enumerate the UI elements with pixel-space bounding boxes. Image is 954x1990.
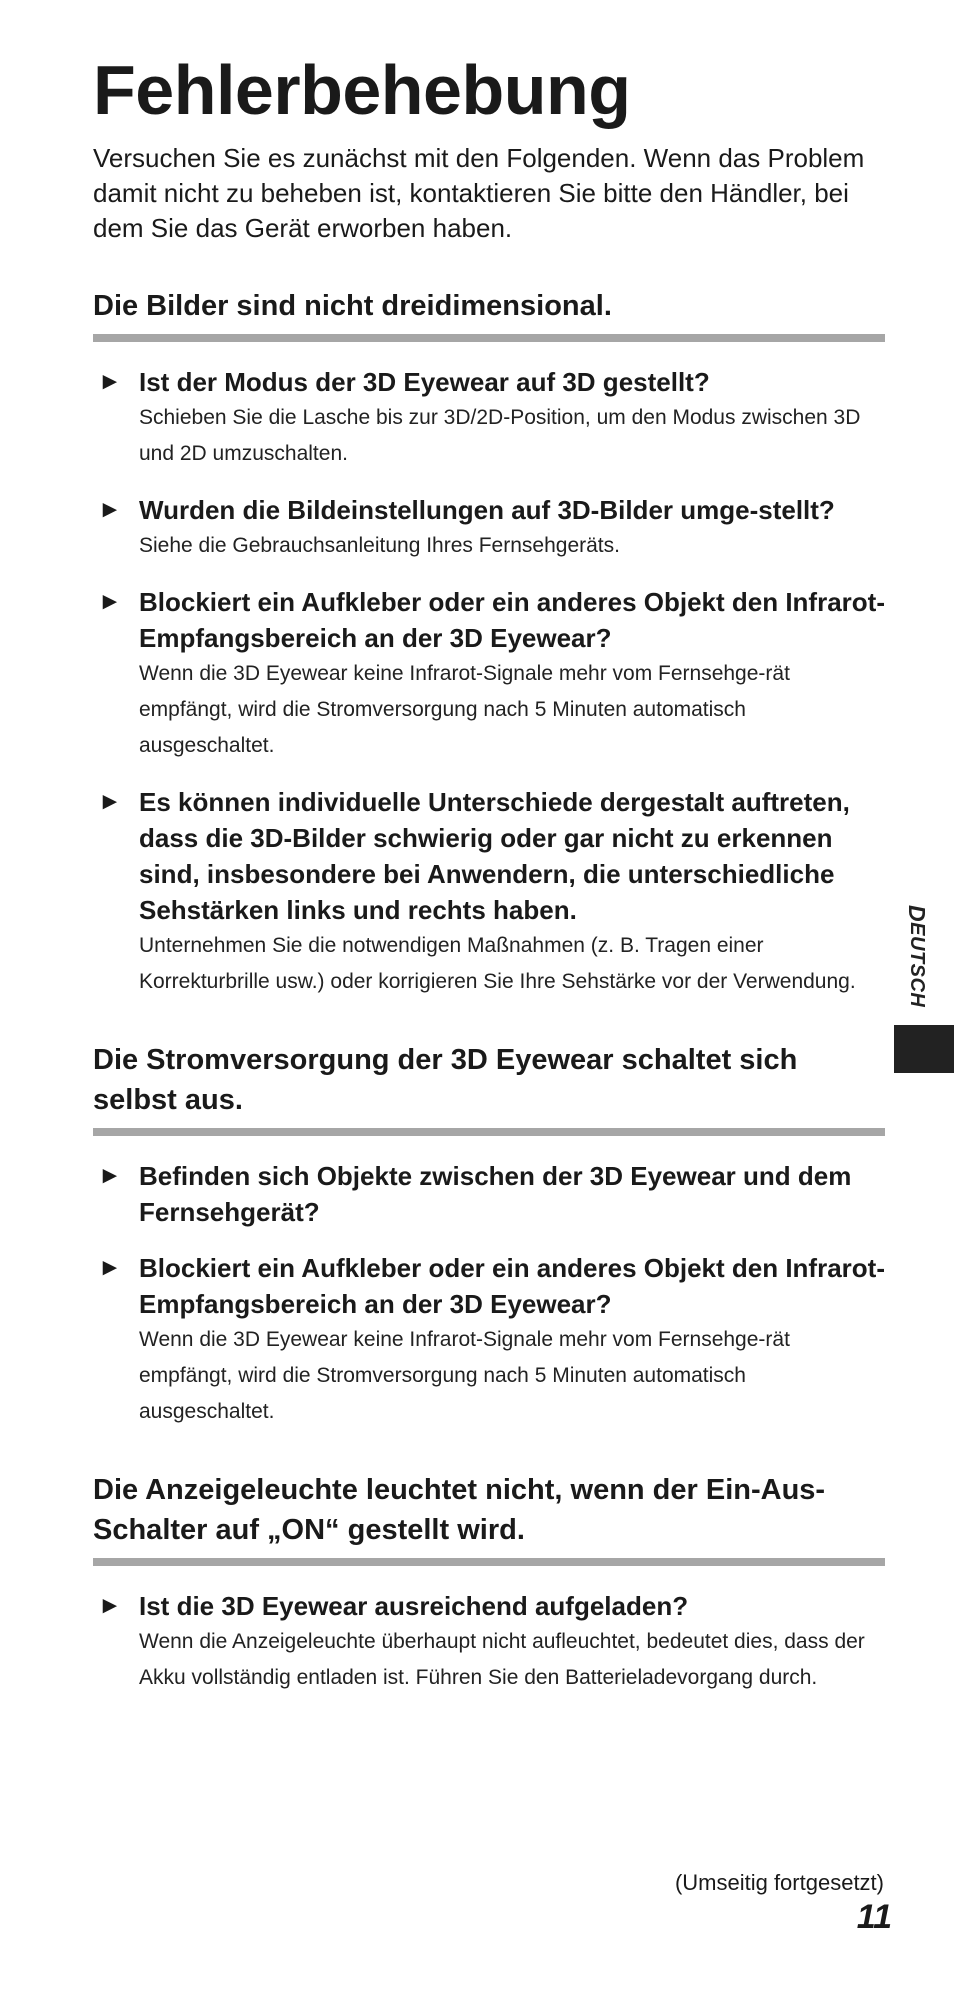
item-answer: Wenn die 3D Eyewear keine Infrarot-Signale mehr vom Fernsehge-rät empfängt, wird die Stromversorgung nach 5 Minuten automatisch ausgeschaltet. — [139, 1327, 790, 1423]
section-no-3d — [93, 286, 885, 1000]
section-rule — [93, 1128, 885, 1136]
page-content — [93, 50, 885, 1716]
section-rule — [93, 334, 885, 342]
item-question: Ist der Modus der 3D Eyewear auf 3D gestellt? — [139, 366, 710, 397]
list-item — [93, 492, 885, 564]
item-answer: Wenn die Anzeigeleuchte überhaupt nicht aufleuchtet, bedeutet dies, dass der Akku vollständig entladen ist. Führen Sie den Batterieladevorgang durch. — [139, 1629, 865, 1689]
item-question: Blockiert ein Aufkleber oder ein anderes Objekt den Infrarot-Empfangsbereich an der 3D Eyewear? — [139, 586, 885, 653]
bullet-arrow-icon: ► — [98, 367, 122, 395]
language-tab-marker — [894, 1025, 954, 1073]
section-power-off — [93, 1040, 885, 1430]
bullet-arrow-icon: ► — [98, 787, 122, 815]
section-heading: Die Stromversorgung der 3D Eyewear schaltet sich selbst aus. — [93, 1043, 798, 1116]
side-label-initial: D — [904, 905, 930, 923]
list-item — [93, 364, 885, 472]
section-heading: Die Anzeigeleuchte leuchtet nicht, wenn der Ein-Aus-Schalter auf „ON“ gestellt wird. — [93, 1473, 826, 1546]
item-question: Es können individuelle Unterschiede dergestalt auftreten, dass die 3D-Bilder schwierig oder gar nicht zu erkennen sind, insbesondere bei Anwendern, die unterschiedliche Sehstärken links und rechts haben. — [139, 786, 850, 925]
page-number: 11 — [856, 1898, 892, 1936]
bullet-arrow-icon: ► — [98, 587, 122, 615]
list-item — [93, 784, 885, 1000]
bullet-arrow-icon: ► — [98, 495, 122, 523]
list-item — [93, 1158, 885, 1230]
bullet-arrow-icon: ► — [98, 1161, 122, 1189]
item-answer: Schieben Sie die Lasche bis zur 3D/2D-Position, um den Modus zwischen 3D und 2D umzuschalten. — [139, 405, 861, 465]
section-rule — [93, 1558, 885, 1566]
list-item — [93, 1250, 885, 1430]
section-heading: Die Bilder sind nicht dreidimensional. — [93, 289, 612, 322]
bullet-arrow-icon: ► — [98, 1591, 122, 1619]
item-question: Befinden sich Objekte zwischen der 3D Eyewear und dem Fernsehgerät? — [139, 1160, 852, 1227]
side-label-rest: EUTSCH — [906, 922, 928, 1008]
page-title: Fehlerbehebung — [93, 51, 631, 129]
intro-text: Versuchen Sie es zunächst mit den Folgenden. Wenn das Problem damit nicht zu beheben ist, kontaktieren Sie bitte den Händler, bei dem Sie das Gerät erworben haben. — [93, 142, 865, 243]
section-indicator-light — [93, 1470, 885, 1696]
item-question: Wurden die Bildeinstellungen auf 3D-Bilder umge-stellt? — [139, 494, 835, 525]
item-answer: Wenn die 3D Eyewear keine Infrarot-Signale mehr vom Fernsehge-rät empfängt, wird die Stromversorgung nach 5 Minuten automatisch ausgeschaltet. — [139, 661, 790, 757]
item-question: Blockiert ein Aufkleber oder ein anderes Objekt den Infrarot-Empfangsbereich an der 3D Eyewear? — [139, 1252, 885, 1319]
item-answer: Siehe die Gebrauchsanleitung Ihres Fernsehgeräts. — [139, 533, 620, 557]
item-question: Ist die 3D Eyewear ausreichend aufgeladen? — [139, 1590, 689, 1621]
bullet-arrow-icon: ► — [98, 1253, 122, 1281]
list-item — [93, 1588, 885, 1696]
language-side-label — [903, 905, 930, 1007]
continued-note: (Umseitig fortgesetzt) — [674, 1870, 884, 1895]
list-item — [93, 584, 885, 764]
item-answer: Unternehmen Sie die notwendigen Maßnahmen (z. B. Tragen einer Korrekturbrille usw.) oder korrigieren Sie Ihre Sehstärke vor der Verwendung. — [139, 933, 856, 993]
